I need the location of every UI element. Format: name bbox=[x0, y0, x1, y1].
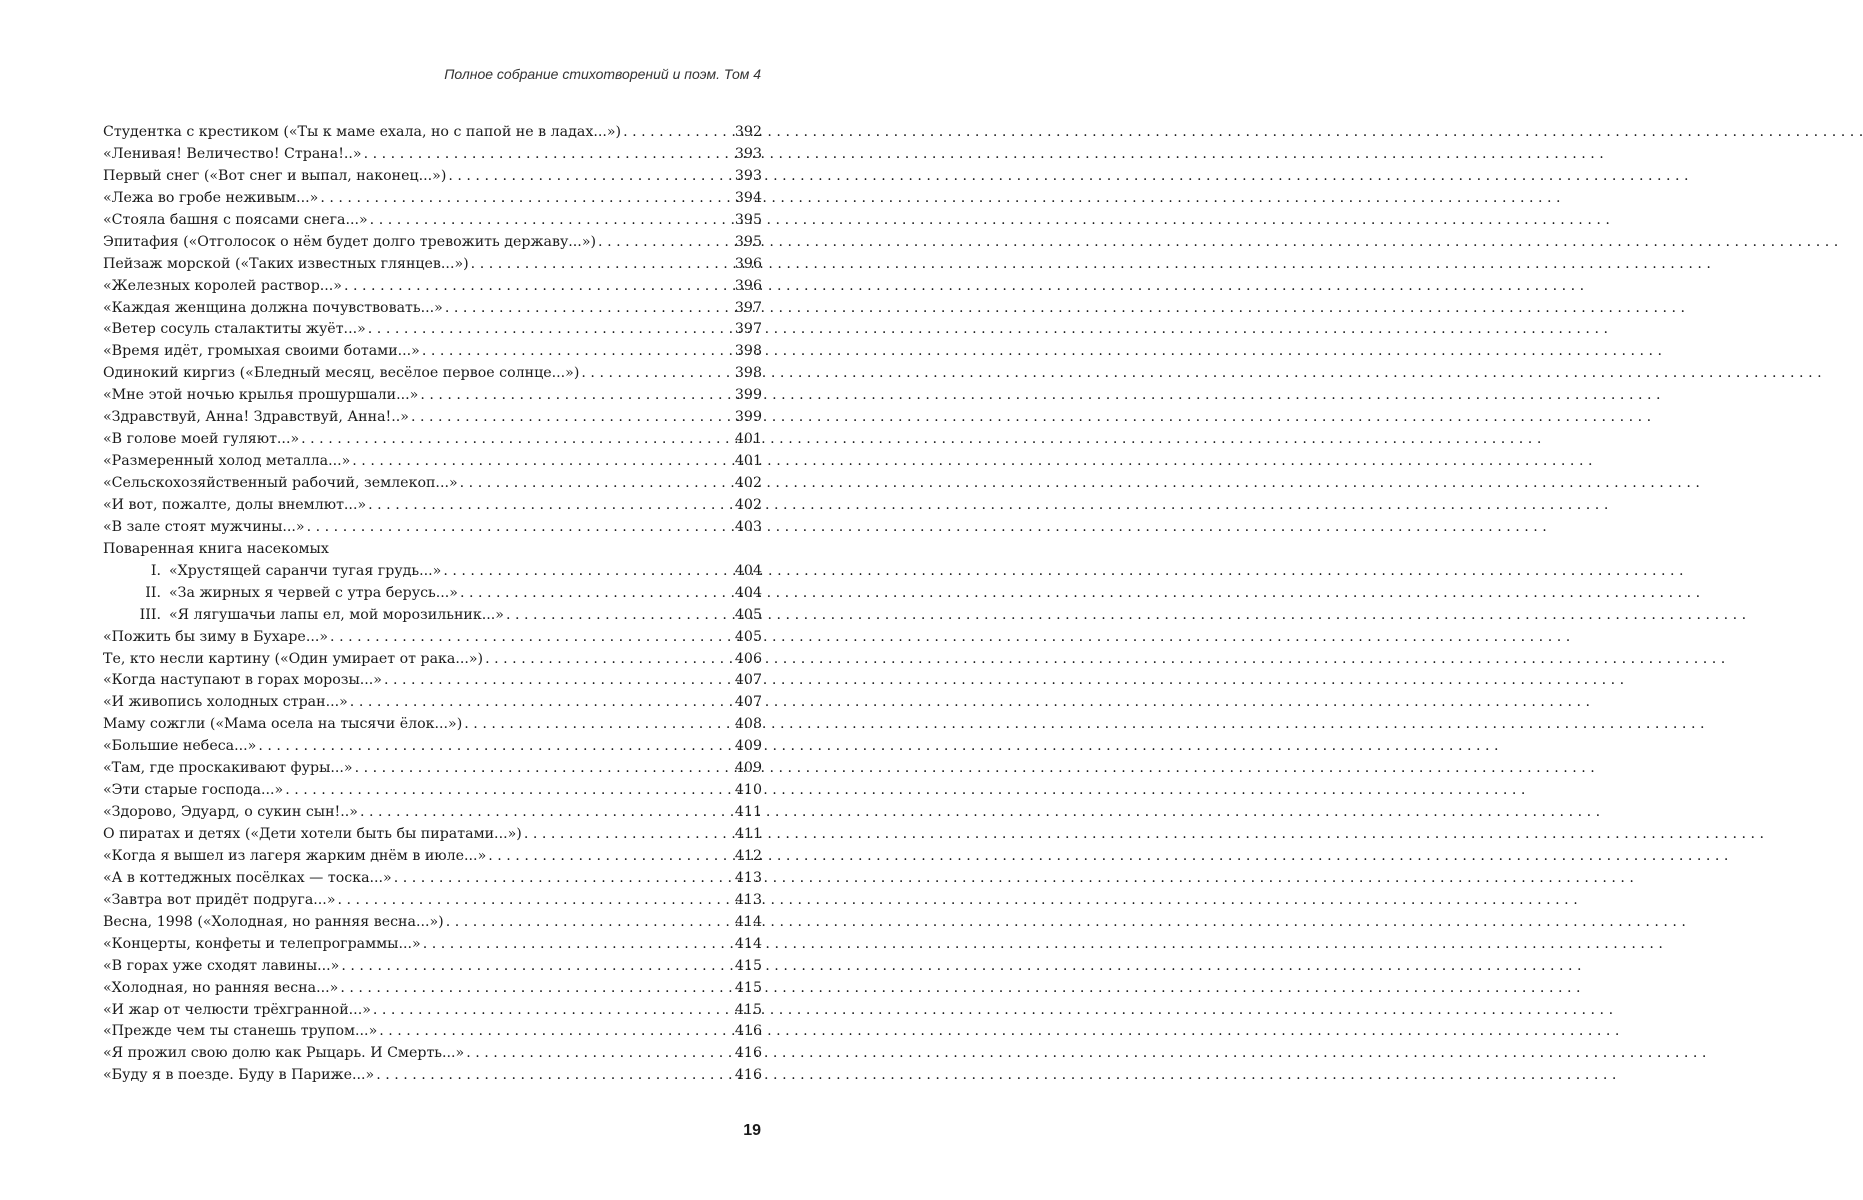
toc-entry bbox=[103, 473, 762, 495]
toc-entry-page: 397 bbox=[734, 299, 762, 316]
toc-entry bbox=[103, 341, 762, 363]
dot-leader bbox=[344, 276, 732, 298]
toc-entry-page: 396 bbox=[734, 255, 762, 272]
dot-leader bbox=[376, 1065, 732, 1087]
dot-leader bbox=[352, 451, 732, 473]
toc-entry bbox=[103, 605, 762, 627]
dot-leader bbox=[301, 429, 732, 451]
dot-leader bbox=[445, 298, 732, 320]
dot-leader bbox=[506, 605, 732, 627]
toc-entry-page: 395 bbox=[734, 233, 762, 250]
toc-entry-title: «Время идёт, громыхая своими ботами...» bbox=[103, 343, 420, 360]
toc-entry-page: 415 bbox=[734, 1001, 762, 1018]
toc-entry-title: О пиратах и детях («Дети хотели быть бы пиратами...») bbox=[103, 826, 522, 842]
toc-entry bbox=[103, 517, 762, 539]
toc-entry-title: «И вот, пожалте, долы внемлют...» bbox=[103, 496, 367, 513]
toc-entry-page: 401 bbox=[734, 453, 762, 470]
toc-section-heading bbox=[103, 539, 762, 561]
toc-entry-title: «Эти старые господа...» bbox=[103, 782, 284, 799]
toc-entry-title: Весна, 1998 («Холодная, но ранняя весна...») bbox=[103, 913, 444, 930]
dot-leader bbox=[446, 912, 732, 934]
toc-entry-page: 411 bbox=[734, 804, 762, 821]
dot-leader bbox=[420, 385, 732, 407]
toc-entry-page: 415 bbox=[734, 957, 762, 974]
toc-entry-page: 416 bbox=[734, 1067, 762, 1084]
toc-entry bbox=[103, 166, 762, 188]
dot-leader bbox=[368, 495, 732, 517]
toc-entry-title: «Буду я в поезде. Буду в Париже...» bbox=[103, 1067, 375, 1084]
dot-leader bbox=[394, 868, 732, 890]
toc-entry bbox=[103, 298, 762, 320]
toc-entry-title: «Завтра вот придёт подруга...» bbox=[103, 891, 336, 908]
dot-leader bbox=[471, 254, 732, 276]
toc-entry bbox=[103, 122, 762, 144]
dot-leader bbox=[460, 583, 732, 605]
toc-entry bbox=[103, 802, 762, 824]
toc-entry-page: 392 bbox=[734, 124, 762, 140]
toc-entry bbox=[103, 912, 762, 934]
toc-entry bbox=[103, 451, 762, 473]
toc-entry-title: Те, кто несли картину («Один умирает от рака...») bbox=[103, 650, 484, 667]
dot-leader bbox=[464, 714, 732, 736]
toc-entry-page: 413 bbox=[734, 869, 762, 886]
dot-leader bbox=[370, 210, 732, 232]
toc-entry-title: «За жирных я червей с утра берусь...» bbox=[169, 584, 458, 601]
toc-entry-page: 393 bbox=[734, 167, 762, 184]
toc-entry-numeral: III. bbox=[139, 606, 161, 623]
dot-leader bbox=[623, 122, 732, 144]
dot-leader bbox=[341, 956, 732, 978]
toc-entry-page: 395 bbox=[734, 211, 762, 228]
dot-leader bbox=[338, 890, 732, 912]
toc-entry bbox=[103, 210, 762, 232]
toc-entry bbox=[103, 188, 762, 210]
toc-entry-page: 407 bbox=[734, 694, 762, 711]
toc-entry-title: «Железных королей раствор...» bbox=[103, 277, 342, 294]
dot-leader bbox=[460, 473, 732, 495]
toc-entry bbox=[103, 1000, 762, 1022]
toc-entry-page: 398 bbox=[734, 343, 762, 360]
toc-entry-page: 407 bbox=[734, 672, 762, 689]
dot-leader bbox=[379, 1021, 732, 1043]
toc-entry-page: 414 bbox=[734, 913, 762, 930]
toc-entry-page: 393 bbox=[734, 145, 762, 162]
toc-entry-title: Студентка с крестиком («Ты к маме ехала, но с папой не в ладах...») bbox=[103, 124, 622, 140]
toc-entry-title: «В голове моей гуляют...» bbox=[103, 431, 300, 448]
toc-entry bbox=[103, 276, 762, 298]
toc-entry-title: «Каждая женщина должна почувствовать...» bbox=[103, 299, 443, 316]
toc-entry-title: «Там, где проскакивают фуры...» bbox=[103, 760, 353, 777]
toc-entry bbox=[103, 254, 762, 276]
toc-entry-page: 412 bbox=[734, 847, 762, 864]
toc-entry-page: 402 bbox=[734, 496, 762, 513]
toc-entry-page: 416 bbox=[734, 1023, 762, 1040]
toc-entry bbox=[103, 736, 762, 758]
toc-entry bbox=[103, 385, 762, 407]
toc-entry-title: Одинокий киргиз («Бледный месяц, весёлое первое солнце...») bbox=[103, 365, 580, 382]
toc-entry-page: 415 bbox=[734, 979, 762, 996]
toc-entry bbox=[103, 846, 762, 868]
toc-entry-page: 405 bbox=[734, 606, 762, 623]
toc-entry-title: «Я прожил свою долю как Рыцарь. И Смерть...» bbox=[103, 1045, 465, 1062]
toc-entry-title: «Прежде чем ты станешь трупом...» bbox=[103, 1023, 378, 1040]
toc-entry bbox=[103, 627, 762, 649]
toc-entry-page: 411 bbox=[734, 826, 762, 842]
dot-leader bbox=[373, 1000, 732, 1022]
page-number: 19 bbox=[743, 1122, 761, 1139]
toc-entry-title: «Сельскохозяйственный рабочий, землекоп...» bbox=[103, 475, 458, 491]
toc-entry-page: 409 bbox=[734, 760, 762, 777]
dot-leader bbox=[448, 166, 732, 188]
toc-entry-title: Эпитафия («Отголосок о нём будет долго тревожить державу...») bbox=[103, 233, 597, 250]
dot-leader bbox=[423, 934, 732, 956]
toc-entry bbox=[103, 1021, 762, 1043]
toc-entry-title: «Пожить бы зиму в Бухаре...» bbox=[103, 628, 329, 645]
toc-entry-title: Маму сожгли («Мама осела на тысячи ёлок...») bbox=[103, 716, 463, 733]
toc-entry-page: 399 bbox=[734, 387, 762, 404]
toc-entry-title: «Холодная, но ранняя весна...» bbox=[103, 979, 339, 996]
toc-entry-title: Поваренная книга насекомых bbox=[103, 540, 329, 557]
dot-leader bbox=[320, 188, 732, 210]
toc-entry bbox=[103, 824, 762, 846]
toc-entry bbox=[103, 890, 762, 912]
toc-entry-title: «Мне этой ночью крылья прошуршали...» bbox=[103, 387, 419, 404]
toc-entry-page: 397 bbox=[734, 321, 762, 338]
toc-entry-page: 409 bbox=[734, 738, 762, 755]
dot-leader bbox=[598, 232, 732, 254]
toc-entry-page: 394 bbox=[734, 189, 762, 206]
toc-entry bbox=[103, 780, 762, 802]
toc-entry-page: 402 bbox=[734, 475, 762, 491]
toc-entry bbox=[103, 561, 762, 583]
dot-leader bbox=[466, 1043, 732, 1065]
toc-entry bbox=[103, 714, 762, 736]
toc-entry-numeral: II. bbox=[145, 584, 161, 601]
toc-entry-title: «Я лягушачьи лапы ел, мой морозильник...» bbox=[169, 606, 504, 623]
toc-entry bbox=[103, 1065, 762, 1087]
toc-entry bbox=[103, 495, 762, 517]
toc-entry-title: Пейзаж морской («Таких известных глянцев...») bbox=[103, 255, 469, 272]
dot-leader bbox=[355, 758, 732, 780]
dot-leader bbox=[422, 341, 732, 363]
toc-entry-page: 396 bbox=[734, 277, 762, 294]
dot-leader bbox=[368, 319, 732, 341]
dot-leader bbox=[258, 736, 732, 758]
dot-leader bbox=[411, 407, 732, 429]
dot-leader bbox=[360, 802, 732, 824]
toc-entry-title: «Здравствуй, Анна! Здравствуй, Анна!..» bbox=[103, 409, 409, 426]
toc-entry bbox=[103, 363, 762, 385]
toc-entry bbox=[103, 868, 762, 890]
toc-entry-page: 399 bbox=[734, 409, 762, 426]
toc-entry-title: «Большие небеса...» bbox=[103, 738, 257, 755]
toc-entry-page: 405 bbox=[734, 628, 762, 645]
toc-entry-title: «Ленивая! Величество! Страна!..» bbox=[103, 145, 362, 162]
toc-entry-page: 403 bbox=[734, 518, 762, 535]
dot-leader bbox=[350, 692, 732, 714]
toc-entry-title: «В горах уже сходят лавины...» bbox=[103, 957, 340, 974]
toc-entry-page: 414 bbox=[734, 935, 762, 952]
toc-entry-title: «В зале стоят мужчины...» bbox=[103, 518, 305, 535]
dot-leader bbox=[340, 978, 732, 1000]
toc-entry-title: Первый снег («Вот снег и выпал, наконец...») bbox=[103, 167, 447, 184]
toc-entry bbox=[103, 1043, 762, 1065]
toc-entry-page: 398 bbox=[734, 365, 762, 382]
toc-entry-page: 404 bbox=[734, 562, 762, 579]
toc-entry-title: «Ветер сосуль сталактиты жуёт...» bbox=[103, 321, 366, 338]
dot-leader bbox=[485, 649, 732, 671]
toc-entry bbox=[103, 956, 762, 978]
toc-entry-page: 406 bbox=[734, 650, 762, 667]
dot-leader bbox=[524, 824, 732, 846]
toc-entry bbox=[103, 232, 762, 254]
toc-entry bbox=[103, 583, 762, 605]
toc-entry bbox=[103, 429, 762, 451]
toc-entry bbox=[103, 407, 762, 429]
toc-entry-page: 401 bbox=[734, 431, 762, 448]
dot-leader bbox=[384, 670, 732, 692]
toc-entry-page: 410 bbox=[734, 782, 762, 799]
toc-entry-title: «Лежа во гробе неживым...» bbox=[103, 189, 319, 206]
dot-leader bbox=[443, 561, 732, 583]
toc-entry-page: 416 bbox=[734, 1045, 762, 1062]
dot-leader bbox=[488, 846, 732, 868]
toc-entry bbox=[103, 934, 762, 956]
toc-entry-title: «Когда я вышел из лагеря жарким днём в июле...» bbox=[103, 847, 487, 864]
toc-entry-page: 408 bbox=[734, 716, 762, 733]
toc-entry-title: «Здорово, Эдуард, о сукин сын!..» bbox=[103, 804, 358, 821]
dot-leader bbox=[364, 144, 732, 166]
dot-leader bbox=[307, 517, 732, 539]
toc-entry-title: «И жар от челюсти трёхгранной...» bbox=[103, 1001, 371, 1018]
toc-entry bbox=[103, 649, 762, 671]
toc-entry bbox=[103, 692, 762, 714]
running-head-title: Полное собрание стихотворений и поэм. Том 4 bbox=[444, 66, 761, 82]
dot-leader bbox=[581, 363, 732, 385]
toc-entry-title: «Размеренный холод металла...» bbox=[103, 453, 351, 470]
toc-entry bbox=[103, 978, 762, 1000]
table-of-contents bbox=[103, 122, 762, 1087]
dot-leader bbox=[285, 780, 732, 802]
toc-entry bbox=[103, 670, 762, 692]
dot-leader bbox=[330, 627, 732, 649]
toc-entry-title: «Стояла башня с поясами снега...» bbox=[103, 211, 368, 228]
toc-entry bbox=[103, 144, 762, 166]
toc-entry-title: «Хрустящей саранчи тугая грудь...» bbox=[169, 562, 442, 579]
toc-entry-title: «Концерты, конфеты и телепрограммы...» bbox=[103, 935, 421, 952]
toc-entry bbox=[103, 319, 762, 341]
toc-entry-page: 413 bbox=[734, 891, 762, 908]
toc-entry-title: «Когда наступают в горах морозы...» bbox=[103, 672, 382, 689]
toc-entry-title: «И живопись холодных стран...» bbox=[103, 694, 348, 711]
toc-entry-numeral: I. bbox=[150, 562, 161, 579]
toc-entry bbox=[103, 758, 762, 780]
toc-entry-page: 404 bbox=[734, 584, 762, 601]
toc-entry-title: «А в коттеджных посёлках — тоска...» bbox=[103, 869, 392, 886]
